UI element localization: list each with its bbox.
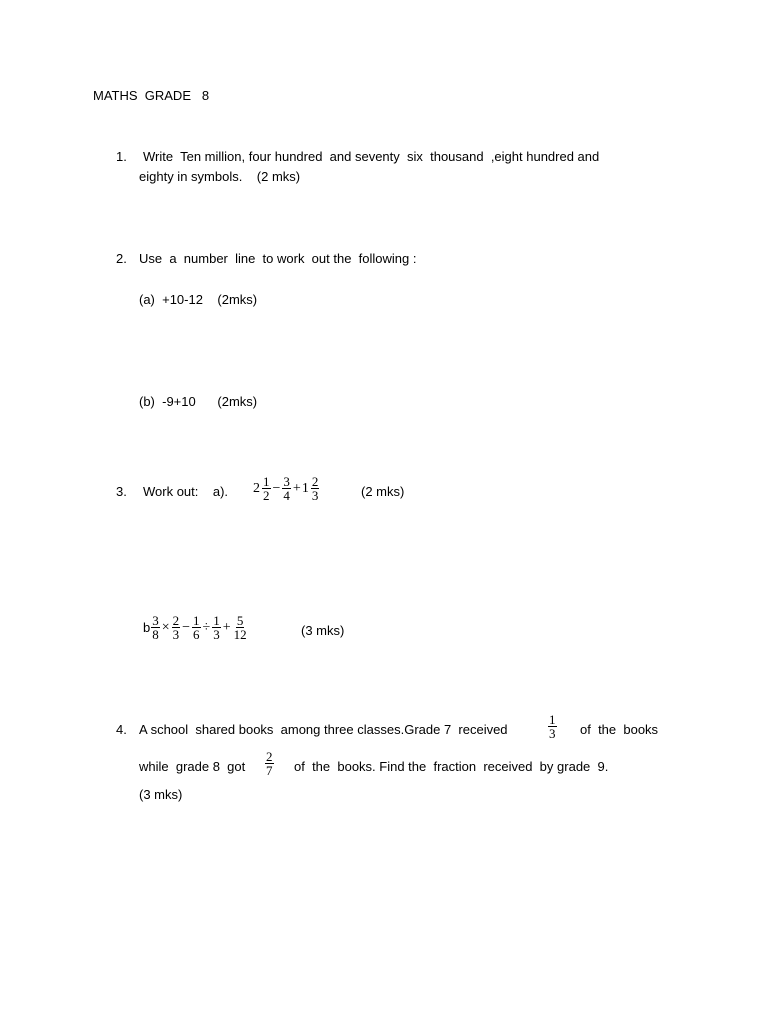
q3-a-den-1: 2 [263, 488, 270, 503]
q3-a-num-3: 2 [311, 474, 319, 489]
q3-a-plus: + [292, 480, 301, 496]
q4-line1-text: A school shared books among three classes.Grade 7 received [139, 722, 508, 737]
q4-number: 4. [116, 722, 127, 737]
q3-b-den-3: 6 [193, 627, 200, 642]
q3-b-divide: ÷ [202, 619, 211, 635]
q4-fraction-1-den: 3 [549, 726, 556, 741]
q4-line2-text: while grade 8 got [139, 759, 246, 774]
q3-b-fraction-2 [172, 614, 181, 641]
q3-a-expression [253, 475, 320, 502]
q2-prompt: Use a number line to work out the following : [139, 251, 417, 266]
q4-fraction-2-stack [265, 750, 274, 777]
q4-marks: (3 mks) [139, 787, 183, 802]
q3-a-fraction-2 [282, 475, 291, 502]
q3-a-den-3: 3 [311, 488, 319, 503]
q1-text-line2: eighty in symbols. (2 mks) [139, 169, 301, 184]
q3-a-minus: − [272, 480, 281, 496]
q4-line1-end: of the books [580, 722, 659, 737]
q3-b-den-2: 3 [172, 627, 180, 642]
q3-b-fraction-5 [233, 614, 248, 641]
q3-number: 3. [116, 484, 127, 499]
q2-part-a: (a) +10-12 (2mks) [139, 292, 258, 307]
q3-b-den-1: 8 [152, 627, 159, 642]
q3-b-plus: + [222, 619, 231, 635]
q4-fraction-2-den: 7 [266, 763, 273, 778]
q3-b-fraction-1 [151, 614, 160, 641]
q3-a-whole-1: 2 [253, 480, 260, 496]
q1-number: 1. [116, 149, 127, 164]
q3-b-den-5: 12 [233, 627, 247, 642]
q4-fraction-1-stack [548, 713, 557, 740]
q3-b-num-5: 5 [236, 613, 244, 628]
q3-a-fraction-3 [311, 475, 320, 502]
q3-a-whole-3: 1 [301, 480, 309, 496]
q3-b-num-4: 1 [213, 613, 220, 628]
q3-b-minus: − [182, 619, 191, 635]
q3-b-num-2: 2 [172, 613, 180, 628]
page-title: MATHS GRADE 8 [93, 88, 210, 103]
q3-a-num-2: 3 [283, 474, 290, 489]
q2-part-b: (b) -9+10 (2mks) [139, 394, 258, 409]
q3-a-den-2: 4 [283, 488, 290, 503]
q3-b-expression [143, 614, 249, 641]
q4-fraction-1-num: 1 [549, 712, 556, 727]
q2-number: 2. [116, 251, 127, 266]
q3-b-den-4: 3 [213, 627, 220, 642]
q3-a-marks: (2 mks) [361, 484, 405, 499]
q1-text-line1: Write Ten million, four hundred and seventy six thousand ,eight hundred and [143, 149, 600, 164]
q3-b-prefix: b [143, 619, 151, 635]
q4-fraction-2 [264, 750, 275, 777]
q3-a-num-1: 1 [263, 474, 270, 489]
q3-b-fraction-3 [192, 614, 201, 641]
q3-b-num-1: 3 [152, 613, 159, 628]
q3-label: Work out: a). [143, 484, 229, 499]
q3-b-marks: (3 mks) [301, 623, 345, 638]
q4-fraction-2-num: 2 [266, 749, 273, 764]
q3-b-times: × [161, 619, 170, 635]
q3-b-num-3: 1 [193, 613, 200, 628]
q4-line2-end: of the books. Find the fraction received by grade 9. [294, 759, 609, 774]
q3-b-fraction-4 [212, 614, 221, 641]
q3-a-fraction-1 [262, 475, 271, 502]
q4-fraction-1 [547, 713, 558, 740]
